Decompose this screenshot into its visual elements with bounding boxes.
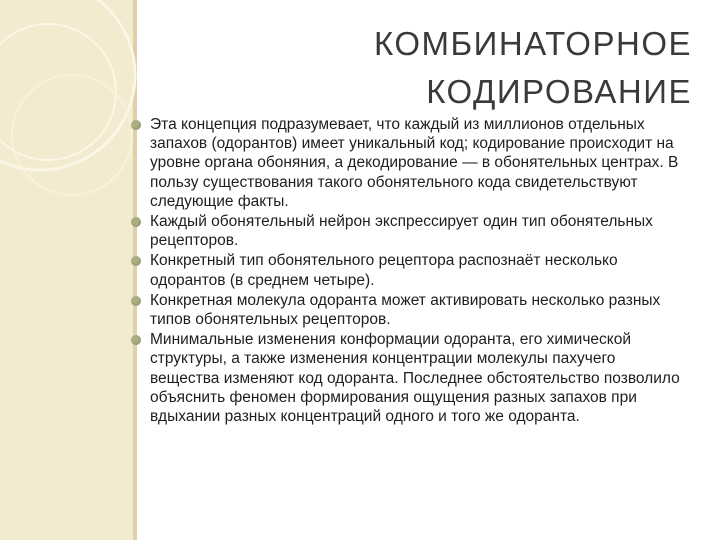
title-line: КОМБИНАТОРНОЕ	[373, 25, 692, 62]
bullet-item	[128, 291, 688, 329]
bullet-text: Минимальные изменения конформации одоранта, его химической структуры, а также изменения концентрации молекулы пахучего вещества изменяют код одоранта. Последнее обстоятельство позволило объяснить феномен формирования ощущения разных запахов при вдыхании разных концентраций одного и того же одоранта.	[150, 331, 680, 426]
bullet-dot-icon	[131, 256, 141, 266]
bullet-dot-icon	[131, 335, 141, 345]
decorative-circles	[0, 0, 137, 540]
bullet-item	[128, 251, 688, 289]
bullet-item	[128, 115, 688, 211]
bullet-item	[128, 212, 688, 250]
bullet-dot-icon	[131, 217, 141, 227]
bullet-list	[128, 115, 688, 427]
title-line: КОДИРОВАНИЕ	[426, 73, 692, 110]
slide-title	[272, 20, 692, 116]
bullet-item	[128, 330, 688, 426]
bullet-text: Конкретный тип обонятельного рецептора распознаёт несколько одорантов (в среднем четыре).	[150, 252, 618, 289]
bullet-dot-icon	[131, 120, 141, 130]
deco-circle-medium	[0, 24, 116, 160]
bullet-text: Конкретная молекула одоранта может активировать несколько разных типов обонятельных рецепторов.	[150, 291, 661, 329]
bullet-text: Каждый обонятельный нейрон экспрессирует один тип обонятельных рецепторов.	[150, 213, 653, 250]
bullet-dot-icon	[131, 296, 141, 306]
bullet-text: Эта концепция подразумевает, что каждый из миллионов отдельных запахов (одорантов) имеет уникальный код; кодирование происходит на уровне органа обоняния, а декодирование — в обонятельных центрах. В пользу существования такого обонятельного кода свидетельствуют следующие факты.	[150, 116, 679, 210]
